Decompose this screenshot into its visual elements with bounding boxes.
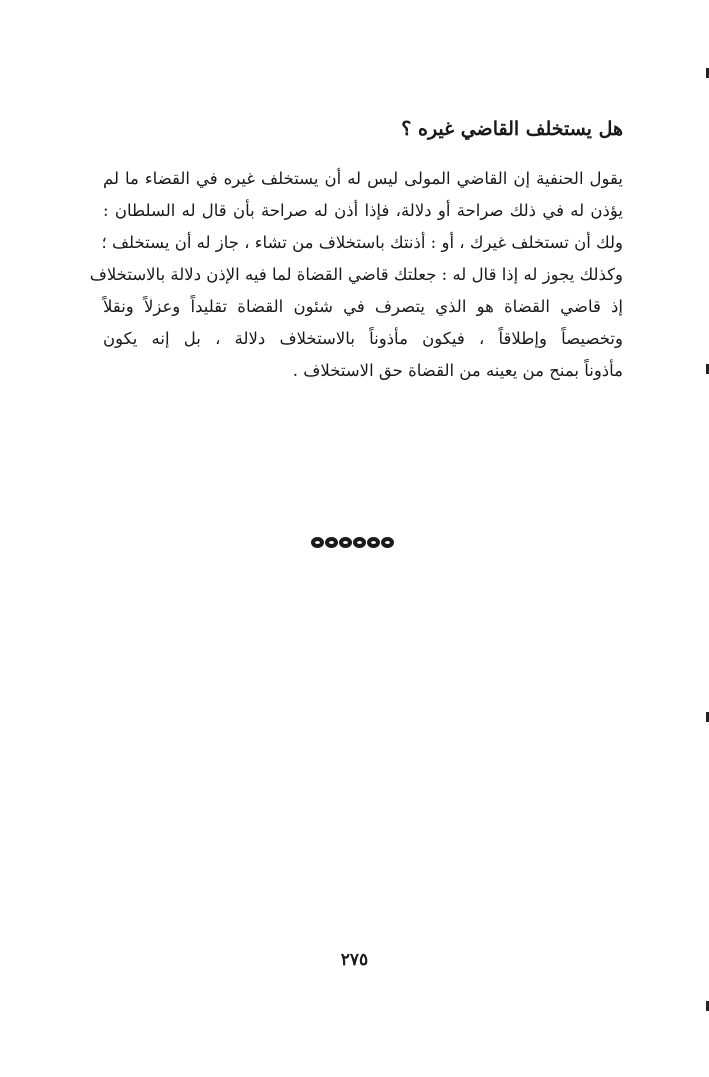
ornament-dot-icon (339, 537, 352, 548)
section-heading: هل يستخلف القاضي غيره ؟ (401, 118, 623, 140)
paragraph-line: وكذلك يجوز له إذا قال له : جعلتك قاضي القضاة لما فيه الإذن دلالة بالاستخلاف (89, 265, 623, 284)
paragraph-line: يؤذن له في ذلك صراحة أو دلالة، فإذا أذن له صراحة بأن قال له السلطان : (103, 201, 623, 220)
ornament-dot-icon (353, 537, 366, 548)
paragraph-line: ولك أن تستخلف غيرك ، أو : أذنتك باستخلاف من تشاء ، جاز له أن يستخلف ؛ (101, 233, 623, 252)
paragraph-line: يقول الحنفية إن القاضي المولى ليس له أن يستخلف غيره في القضاء ما لم (103, 169, 623, 188)
ornament-dot-icon (311, 537, 324, 548)
page-number: ٢٧٥ (340, 950, 369, 970)
paragraph-line: إذ قاضي القضاة هو الذي يتصرف في شئون القضاة تقليداً وعزلاً ونقلاً (103, 297, 623, 316)
ornament-dot-icon (381, 537, 394, 548)
paragraph-line: مأذوناً بمنح من يعينه من القضاة حق الاستخلاف . (292, 361, 623, 380)
paragraph (89, 163, 623, 387)
ornament-dot-icon (367, 537, 380, 548)
section-divider-ornament (311, 537, 394, 548)
ornament-dot-icon (325, 537, 338, 548)
paragraph-line: وتخصيصاً وإطلاقاً ، فيكون مأذوناً بالاستخلاف دلالة ، بل إنه يكون (103, 329, 623, 348)
